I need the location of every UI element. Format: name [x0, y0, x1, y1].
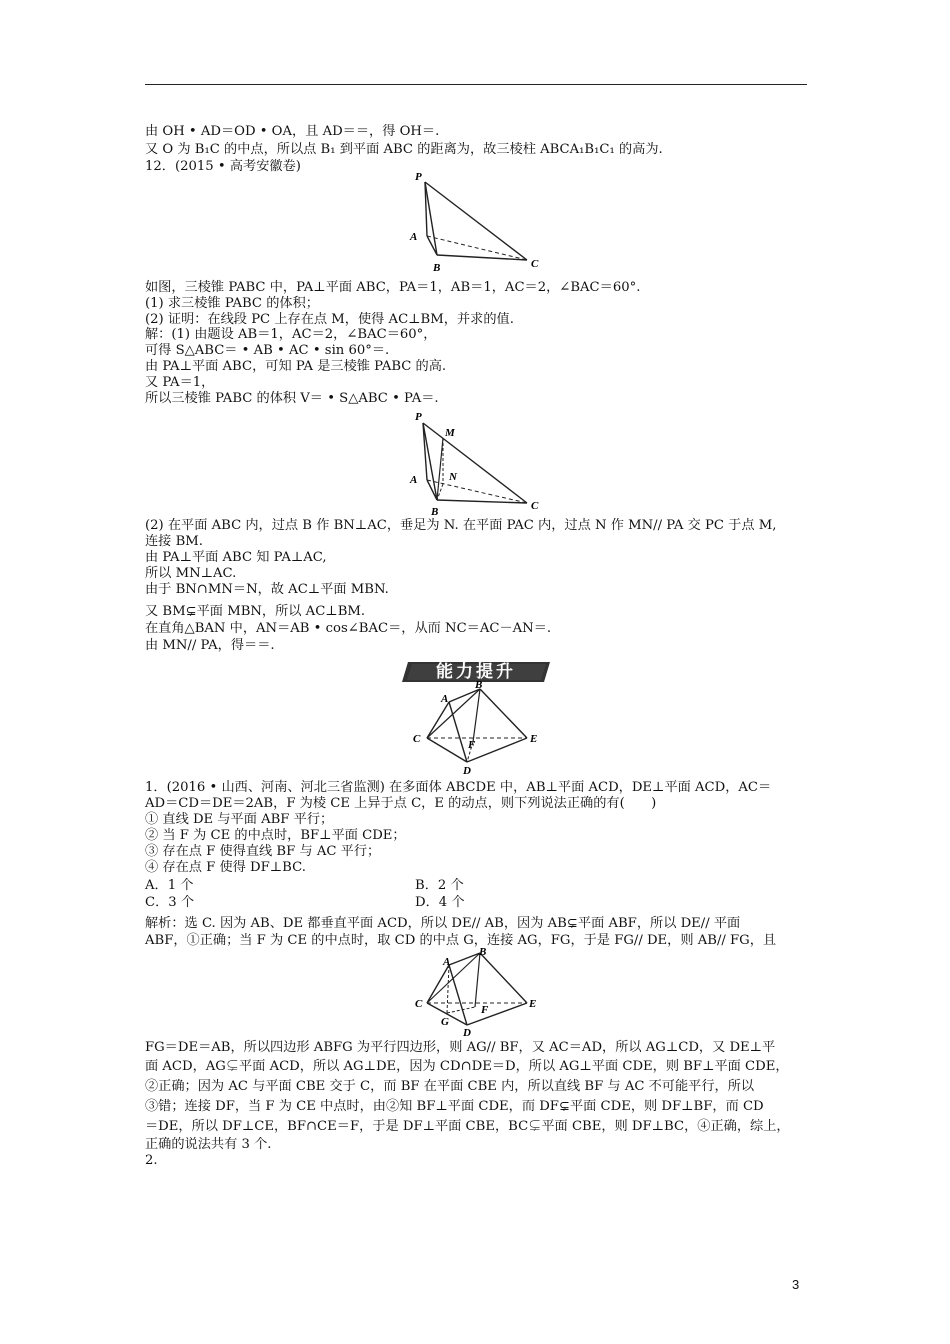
text-line: ③错；连接 DF，当 F 为 CE 中点时，由②知 BF⊥平面 CDE，而 DF⊊平面 CDE，则 DF⊥BF，而 CD [145, 1099, 764, 1114]
text-line: ③ 存在点 F 使得直线 BF 与 AC 平行； [145, 844, 381, 859]
text-line: 解析：选 C. 因为 AB、DE 都垂直平面 ACD，所以 DE// AB，因为 AB⊊平面 ABF，所以 DE// 平面 [145, 916, 741, 931]
label-E: E [529, 998, 537, 1010]
text-line: 连接 BM. [145, 534, 203, 549]
text-line: 如图，三棱锥 PABC 中，PA⊥平面 ABC，PA＝1，AB＝1，AC＝2，∠BAC＝60°. [145, 280, 641, 295]
figure-tetrahedron-1 [405, 170, 555, 275]
option-b: B．2 个 [415, 878, 464, 893]
label-C: C [413, 733, 421, 745]
label-F: F [468, 739, 476, 751]
label-B: B [479, 946, 487, 958]
text-line: 由 OH • AD＝OD • OA，且 AD＝＝，得 OH＝. [145, 124, 440, 139]
label-C: C [531, 258, 539, 270]
text-line: ②正确；因为 AC 与平面 CBE 交于 C，而 BF 在平面 CBE 内，所以直线 BF 与 AC 不可能平行，所以 [145, 1079, 755, 1094]
figure-polyhedron-2 [405, 945, 550, 1037]
label-B: B [475, 680, 483, 691]
text-line: ② 当 F 为 CE 的中点时，BF⊥平面 CDE； [145, 828, 406, 843]
text-line: ① 直线 DE 与平面 ABF 平行； [145, 812, 334, 827]
label-A: A [410, 231, 418, 243]
text-line: 所以 MN⊥AC. [145, 566, 237, 581]
banner-title: 能力提升 [436, 662, 516, 682]
text-line: 又 PA＝1， [145, 375, 215, 390]
label-C: C [415, 998, 423, 1010]
label-C: C [531, 500, 539, 512]
label-P: P [415, 411, 422, 423]
text-line: 又 O 为 B₁C 的中点，所以点 B₁ 到平面 ABC 的距离为，故三棱柱 ABCA₁B₁C₁ 的高为. [145, 142, 663, 157]
figure-tetrahedron-2 [405, 408, 555, 518]
label-D: D [463, 765, 471, 775]
label-G: G [441, 1016, 449, 1028]
label-D: D [463, 1027, 471, 1037]
text-line: 正确的说法共有 3 个. [145, 1137, 272, 1152]
figure-polyhedron-1 [405, 680, 550, 775]
label-A: A [443, 956, 451, 968]
label-A: A [410, 474, 418, 486]
header-rule [145, 84, 807, 85]
label-A: A [441, 693, 449, 705]
label-F: F [481, 1004, 489, 1016]
option-d: D．4 个 [415, 895, 465, 910]
label-P: P [415, 171, 422, 183]
label-N: N [449, 471, 457, 483]
text-line: 由 PA⊥平面 ABC 知 PA⊥AC, [145, 550, 327, 565]
text-line: ABF，①正确；当 F 为 CE 的中点时，取 CD 的中点 G，连接 AG，FG，于是 FG// DE，则 AB// FG，且 [145, 933, 777, 948]
text-line: 由于 BN∩MN＝N，故 AC⊥平面 MBN. [145, 582, 389, 597]
text-line: 面 ACD，AG⊊平面 ACD，所以 AG⊥DE，因为 CD∩DE＝D，所以 AG⊥平面 CDE，则 BF⊥平面 CDE， [145, 1059, 789, 1074]
text-line: 由 PA⊥平面 ABC，可知 PA 是三棱锥 PABC 的高. [145, 359, 447, 374]
text-line: AD＝CD＝DE＝2AB，F 为棱 CE 上异于点 C，E 的动点，则下列说法正确的有( ) [145, 796, 657, 811]
text-line: 1．(2016 • 山西、河南、河北三省监测) 在多面体 ABCDE 中，AB⊥平面 ACD，DE⊥平面 ACD，AC＝ [145, 780, 772, 795]
label-E: E [530, 733, 538, 745]
label-M: M [445, 427, 455, 439]
text-line: (1) 求三棱锥 PABC 的体积； [145, 296, 319, 311]
text-line: (2) 证明：在线段 PC 上存在点 M，使得 AC⊥BM，并求的值. [145, 312, 514, 327]
text-line: ＝DE，所以 DF⊥CE，BF∩CE＝F，于是 DF⊥平面 CBE，BC⊊平面 CBE，则 DF⊥BC，④正确，综上， [145, 1119, 790, 1134]
option-c: C．3 个 [145, 895, 195, 910]
label-B: B [433, 262, 441, 274]
text-line: 所以三棱锥 PABC 的体积 V＝ • S△ABC • PA＝. [145, 391, 439, 406]
page-number: 3 [792, 1277, 800, 1292]
text-line: 由 MN// PA，得＝＝. [145, 638, 275, 653]
text-line: FG＝DE＝AB，所以四边形 ABFG 为平行四边形，则 AG// BF，又 AC＝AD，所以 AG⊥CD，又 DE⊥平 [145, 1040, 776, 1055]
text-line: (2) 在平面 ABC 内，过点 B 作 BN⊥AC，垂足为 N. 在平面 PAC 内，过点 N 作 MN// PA 交 PC 于点 M, [145, 518, 777, 533]
text-line: ④ 存在点 F 使得 DF⊥BC. [145, 860, 306, 875]
text-line: 解：(1) 由题设 AB＝1，AC＝2，∠BAC＝60°， [145, 327, 437, 342]
option-a: A．1 个 [145, 878, 194, 893]
text-line: 可得 S△ABC＝ • AB • AC • sin 60°＝. [145, 343, 390, 358]
text-line: 2. [145, 1153, 158, 1168]
text-line: 又 BM⊊平面 MBN，所以 AC⊥BM. [145, 604, 366, 619]
label-B: B [431, 506, 439, 518]
text-line: 在直角△BAN 中，AN＝AB • cos∠BAC＝，从而 NC＝AC－AN＝. [145, 621, 552, 636]
text-line: 12．(2015 • 高考安徽卷) [145, 159, 301, 174]
